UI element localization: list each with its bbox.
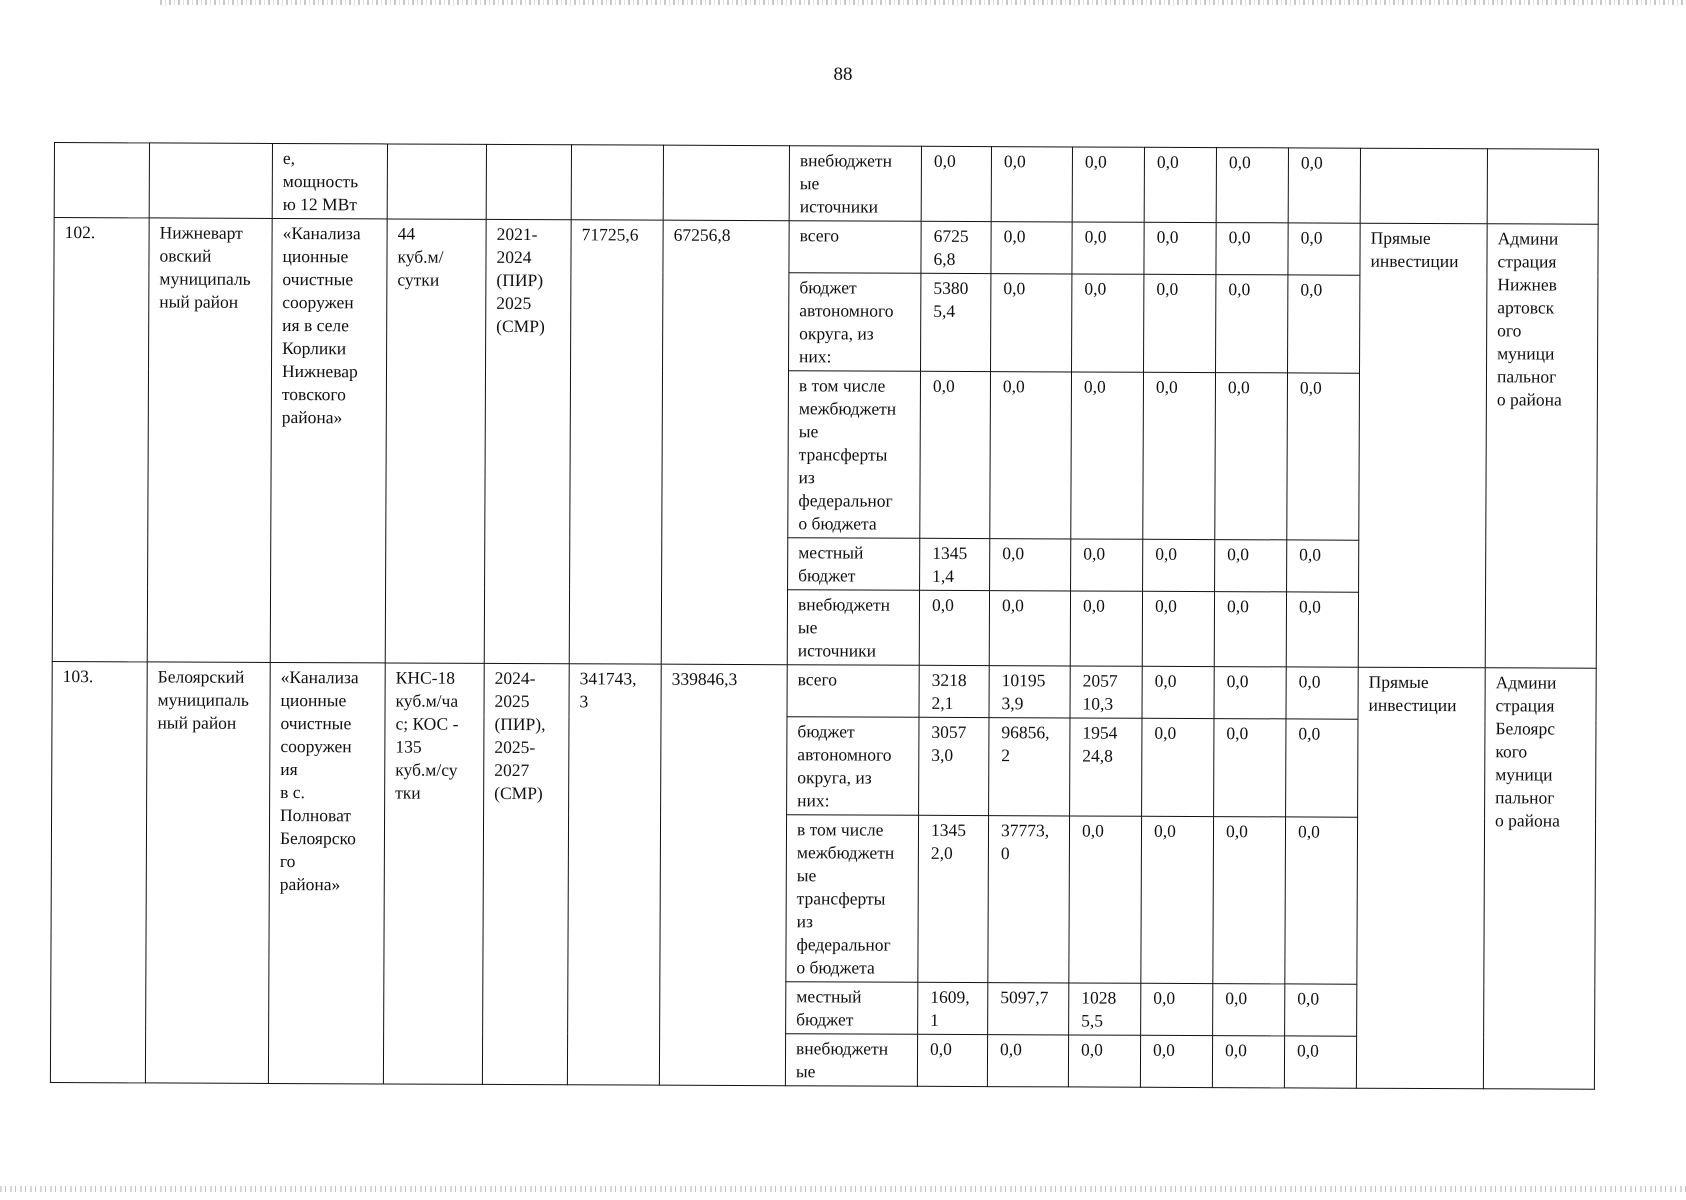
cell-num: 102. [52, 218, 149, 662]
cell-capacity: КНС-18 куб.м/ча с; КОС - 135 куб.м/су тки [383, 663, 484, 1084]
cell-value: 0,0 [1288, 275, 1360, 373]
cell-value: 0,0 [1143, 539, 1215, 591]
cell-value: 0,0 [917, 1034, 987, 1086]
cell-value: 0,0 [1284, 1036, 1356, 1088]
cell-source: бюджет автономного округа, из них: [789, 273, 921, 372]
cell-value: 0,0 [1214, 592, 1286, 667]
cell-municipality: Нижневарт овский муниципаль ный район [147, 218, 272, 663]
cell-period: 2021- 2024 (ПИР) 2025 (СМР) [484, 219, 571, 663]
cell-remaining: 339846,3 [659, 664, 787, 1086]
cell-value: 0,0 [1286, 667, 1358, 719]
cell-value: 0,0 [1213, 817, 1286, 984]
cell-value: 0,0 [1215, 540, 1287, 592]
cell-value: 0,0 [989, 591, 1070, 666]
cell-value: 0,0 [1285, 817, 1358, 984]
cell-value: 0,0 [1069, 816, 1142, 983]
cell-value: 0,0 [1216, 275, 1288, 373]
cell-source: местный бюджет [786, 982, 918, 1035]
cell-value: 0,0 [920, 371, 991, 538]
cell-value: 0,0 [991, 274, 1072, 372]
cell-value: 0,0 [1070, 591, 1142, 666]
cell-value: 0,0 [1287, 373, 1360, 540]
cell-cost: 71725,6 [569, 220, 663, 664]
cell-value: 0,0 [991, 222, 1072, 274]
scan-edge-top [160, 0, 1686, 5]
cell-cost: 341743, 3 [567, 664, 661, 1085]
cell-period [486, 144, 571, 219]
table-row-continuation [54, 143, 1598, 225]
cell-value: 0,0 [990, 539, 1071, 591]
cell-value: 1345 2,0 [918, 815, 989, 982]
cell-source: в том числе межбюджетн ые трансферты из федеральног о бюджета [788, 371, 921, 539]
cell-object: «Канализа ционные очистные сооружен ия в селе Корлики Нижневар товского района» [270, 218, 387, 662]
cell-municipality: Белоярский муниципаль ный район [145, 662, 270, 1084]
cell-value: 0,0 [919, 590, 989, 665]
cell-value: 0,0 [1143, 372, 1216, 539]
cell-value: 6725 6,8 [921, 221, 991, 273]
cell-num [54, 143, 149, 218]
cell-value: 0,0 [1144, 147, 1216, 222]
cell-capacity: 44 куб.м/ сутки [385, 219, 486, 663]
table-row-103 [52, 661, 1596, 720]
cell-value: 5097,7 [988, 983, 1069, 1035]
cell-value: 0,0 [991, 147, 1072, 222]
cell-value: 3218 2,1 [919, 665, 989, 717]
cell-object: «Канализа ционные очистные сооружен ия в с. Полноват Белоярско го района» [268, 662, 385, 1083]
cell-value: 96856, 2 [989, 718, 1070, 816]
investment-table [50, 142, 1599, 1090]
cell-value: 5380 5,4 [921, 273, 991, 371]
cell-value: 0,0 [1212, 1036, 1284, 1088]
cell-capacity [387, 144, 486, 219]
cell-value: 1345 1,4 [920, 538, 990, 590]
cell-value: 10195 3,9 [989, 666, 1070, 718]
cell-source: бюджет автономного округа, из них: [787, 717, 919, 816]
cell-value: 2057 10,3 [1070, 666, 1142, 718]
page-number: 88 [833, 64, 853, 85]
cell-value: 0,0 [1213, 984, 1285, 1036]
cell-customer: Админи страция Белоярс кого муници пальног о района [1483, 668, 1596, 1089]
cell-source: всего [789, 221, 921, 274]
cell-form: Прямые инвестиции [1356, 667, 1485, 1089]
cell-customer [1487, 149, 1598, 224]
cell-form: Прямые инвестиции [1358, 223, 1487, 668]
cell-value: 1954 24,8 [1070, 718, 1142, 816]
cell-value: 0,0 [1071, 372, 1144, 539]
cell-value: 0,0 [1072, 274, 1144, 372]
cell-source: внебюджетн ые источники [789, 146, 921, 222]
cell-value: 0,0 [1216, 223, 1288, 275]
cell-value: 0,0 [1142, 718, 1214, 816]
cell-value: 0,0 [1214, 667, 1286, 719]
cell-cost [571, 145, 663, 220]
cell-value: 0,0 [1286, 719, 1358, 817]
cell-value: 0,0 [1288, 148, 1360, 223]
cell-municipality [149, 143, 272, 219]
cell-value: 0,0 [1288, 223, 1360, 275]
cell-source: местный бюджет [788, 538, 920, 591]
cell-value: 1028 5,5 [1069, 983, 1141, 1035]
cell-value: 0,0 [987, 1035, 1068, 1087]
cell-value: 0,0 [1287, 540, 1359, 592]
cell-form [1360, 148, 1487, 224]
cell-value: 0,0 [1142, 591, 1214, 666]
cell-value: 0,0 [1140, 1035, 1212, 1087]
cell-value: 0,0 [1068, 1035, 1140, 1087]
cell-value: 37773, 0 [988, 816, 1070, 983]
cell-value: 0,0 [921, 146, 991, 221]
table-row-102 [54, 218, 1598, 277]
cell-value: 0,0 [1144, 274, 1216, 372]
cell-value: 0,0 [1072, 147, 1144, 222]
scan-edge-bottom [0, 1186, 1686, 1192]
cell-remaining: 67256,8 [661, 220, 789, 665]
cell-value: 0,0 [1144, 222, 1216, 274]
cell-value: 0,0 [1285, 984, 1357, 1036]
cell-source: внебюджетн ые источники [787, 590, 919, 666]
cell-source: всего [787, 665, 919, 718]
cell-value: 1609, 1 [918, 982, 988, 1034]
cell-value: 0,0 [1286, 592, 1358, 667]
cell-customer: Админи страция Нижнев артовск ого муници пальног о района [1485, 224, 1598, 668]
cell-value: 0,0 [1142, 666, 1214, 718]
cell-value: 3057 3,0 [919, 717, 989, 815]
cell-value: 0,0 [1071, 539, 1143, 591]
cell-source: внебюджетн ые [785, 1034, 917, 1087]
cell-value: 0,0 [1072, 222, 1144, 274]
cell-value: 0,0 [1214, 719, 1286, 817]
cell-num: 103. [50, 661, 147, 1082]
cell-value: 0,0 [990, 372, 1072, 539]
cell-object: е, мощность ю 12 МВт [272, 143, 387, 219]
cell-remaining [663, 145, 789, 221]
cell-value: 0,0 [1141, 983, 1213, 1035]
cell-value: 0,0 [1216, 148, 1288, 223]
cell-source: в том числе межбюджетн ые трансферты из федеральног о бюджета [786, 815, 919, 983]
cell-value: 0,0 [1215, 373, 1288, 540]
cell-value: 0,0 [1141, 816, 1214, 983]
cell-period: 2024- 2025 (ПИР), 2025- 2027 (СМР) [482, 663, 569, 1084]
